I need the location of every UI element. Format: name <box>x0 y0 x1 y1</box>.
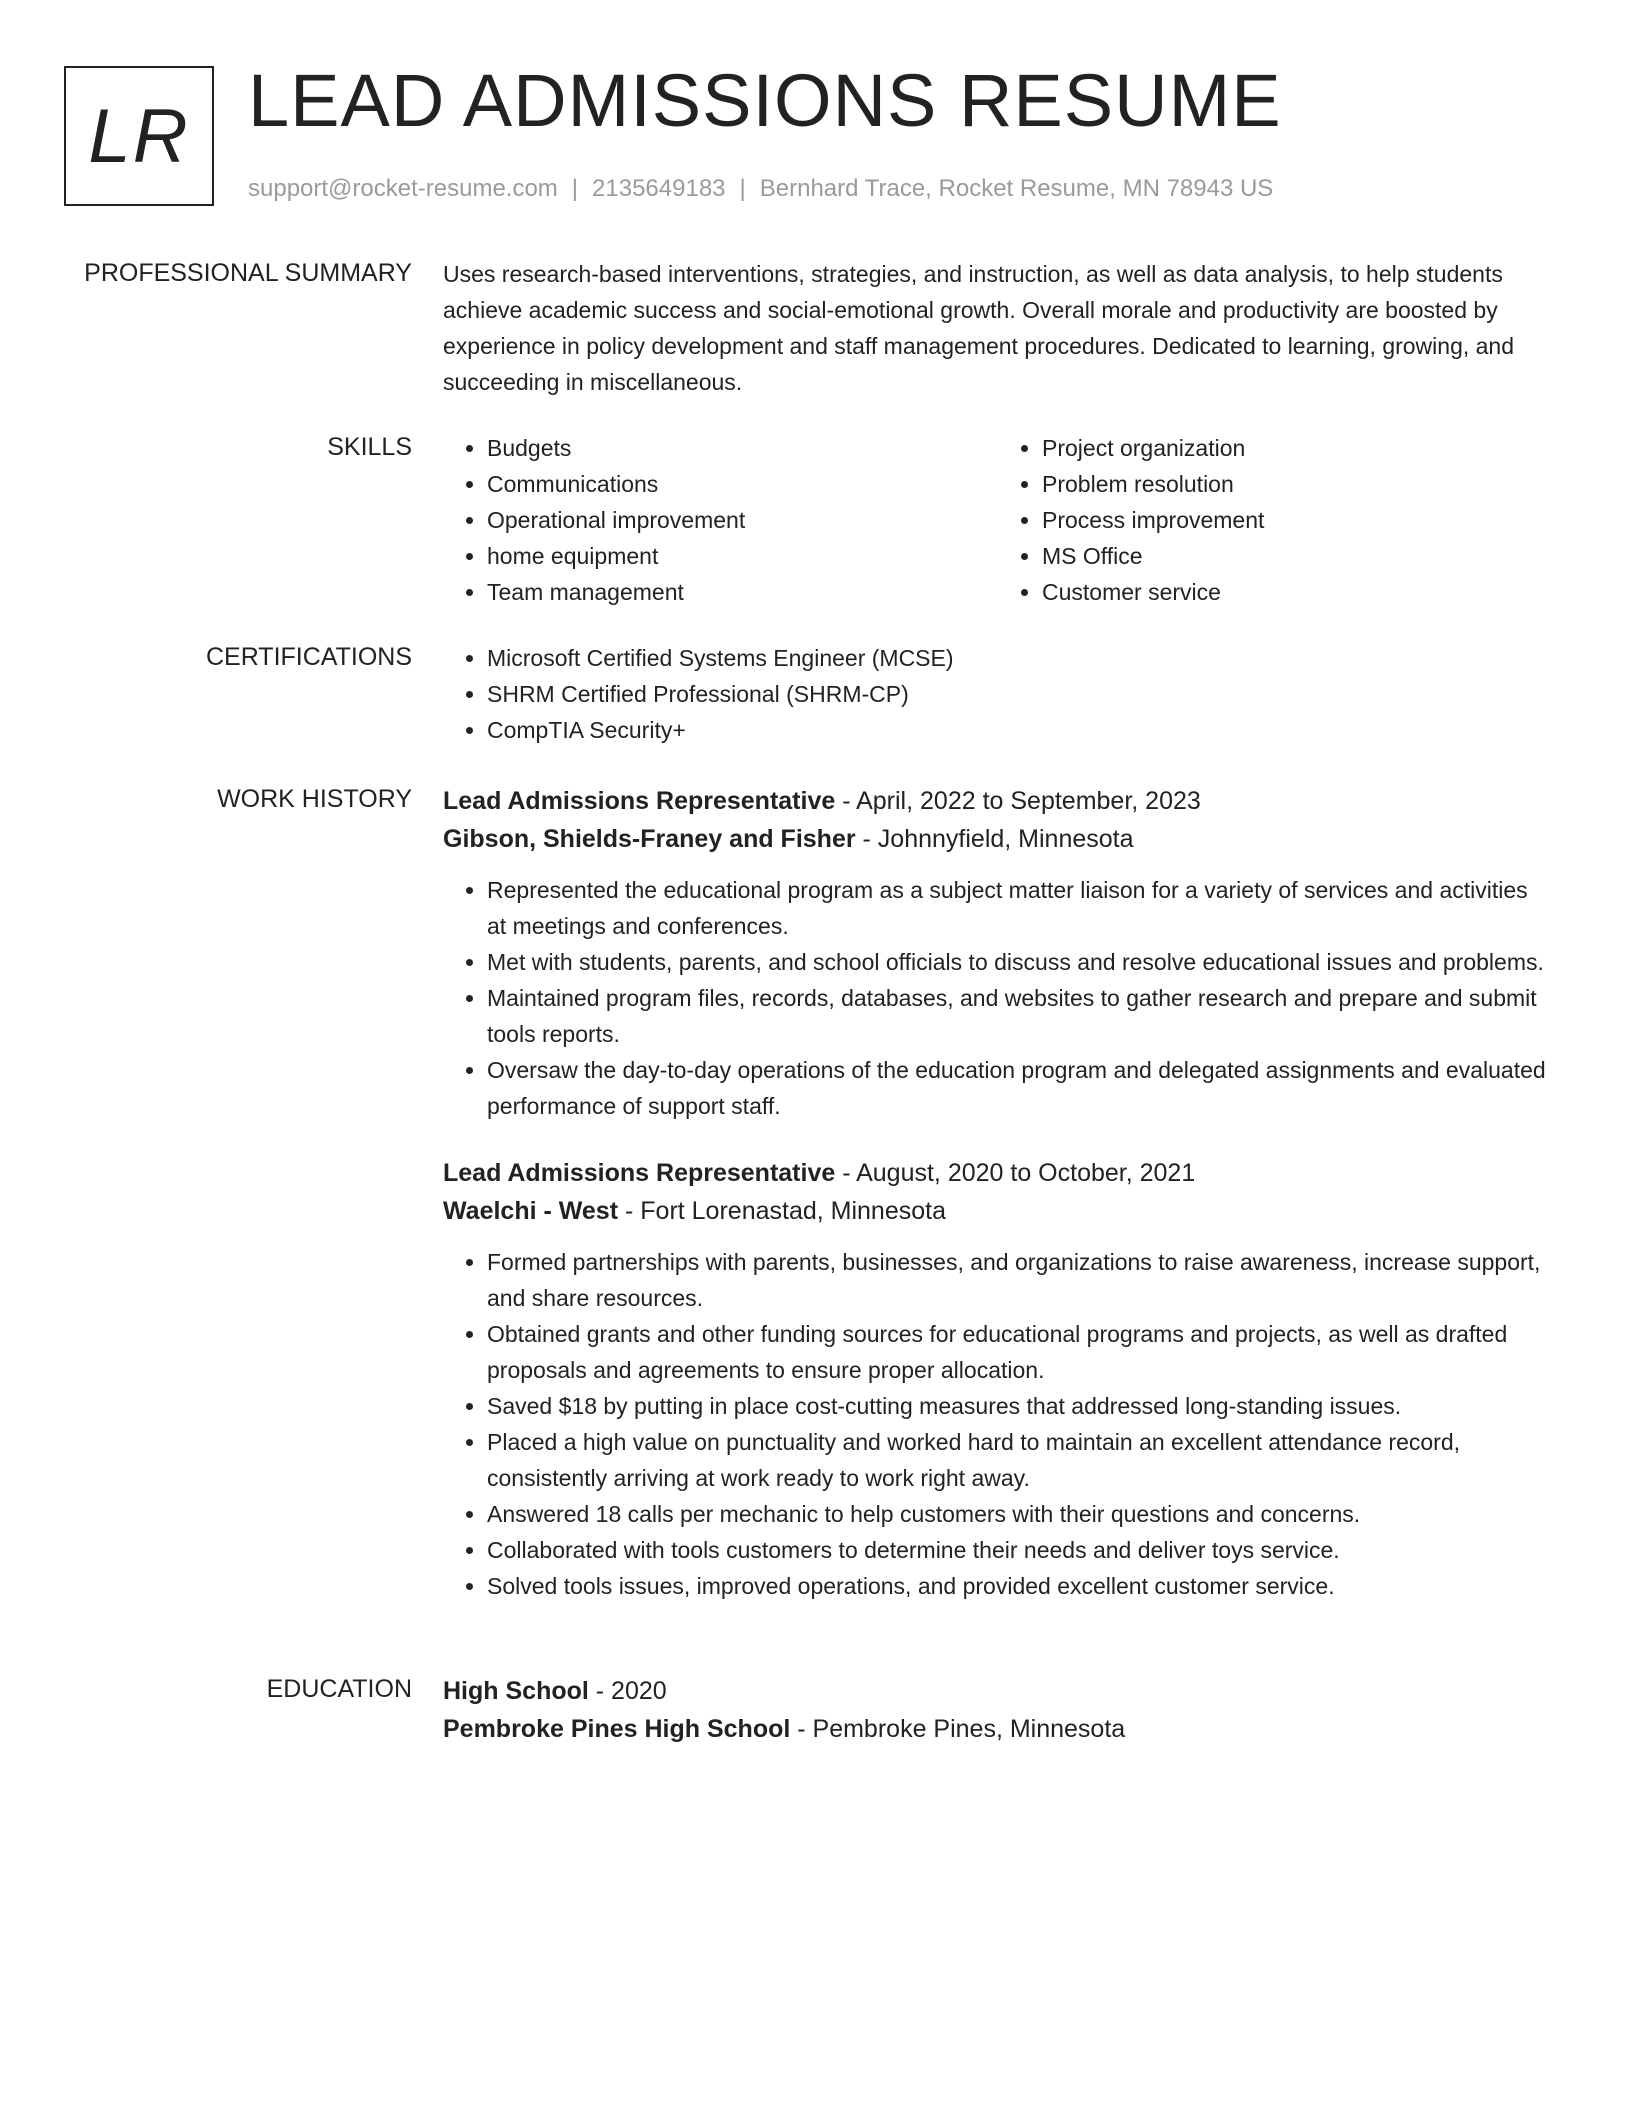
job-bullets <box>443 872 1553 1124</box>
certifications-list <box>443 640 1553 748</box>
skill-item: • Budgets <box>487 430 998 466</box>
skill-item: • Communications <box>487 466 998 502</box>
job-title: Lead Admissions Representative <box>443 787 836 815</box>
contact-separator: | <box>739 175 746 202</box>
contact-email: support@rocket-resume.com <box>248 175 558 202</box>
skill-item: • Problem resolution <box>1042 466 1553 502</box>
job-bullet: • Maintained program files, records, databases, and websites to gather research and prepare and submit tools reports. <box>487 980 1553 1052</box>
job-location: - Johnnyfield, Minnesota <box>855 825 1134 853</box>
job-title-line <box>443 782 1553 820</box>
certification-item: • CompTIA Security+ <box>487 712 1553 748</box>
job-bullet: • Collaborated with tools customers to determine their needs and deliver toys service. <box>487 1532 1553 1568</box>
education-year: - 2020 <box>588 1677 667 1705</box>
job-bullet: • Formed partnerships with parents, businesses, and organizations to raise awareness, increase support, and share resources. <box>487 1244 1553 1316</box>
job-dates: - April, 2022 to September, 2023 <box>835 787 1201 815</box>
job-bullets <box>443 1244 1553 1604</box>
contact-line <box>248 174 1273 204</box>
job-bullet: • Saved $18 by putting in place cost-cutting measures that addressed long-standing issues. <box>487 1388 1553 1424</box>
skill-item: • Process improvement <box>1042 502 1553 538</box>
certification-item: • SHRM Certified Professional (SHRM-CP) <box>487 676 1553 712</box>
education-degree: High School <box>443 1677 589 1705</box>
skill-item: • Operational improvement <box>487 502 998 538</box>
job-bullet: • Solved tools issues, improved operations, and provided excellent customer service. <box>487 1568 1553 1604</box>
section-label-skills: SKILLS <box>327 433 412 461</box>
skill-item: • Customer service <box>1042 574 1553 610</box>
skill-item: • Team management <box>487 574 998 610</box>
section-label-work-history: WORK HISTORY <box>217 785 412 813</box>
job-bullet: • Placed a high value on punctuality and worked hard to maintain an excellent attendance record, consistently arriving at work ready to work right away. <box>487 1424 1553 1496</box>
job-dates: - August, 2020 to October, 2021 <box>835 1159 1196 1187</box>
job-company-line <box>443 820 1553 858</box>
job-title-line <box>443 1154 1553 1192</box>
job-bullet: • Met with students, parents, and school officials to discuss and resolve educational issues and problems. <box>487 944 1553 980</box>
job-company: Gibson, Shields-Franey and Fisher <box>443 825 856 853</box>
job-location: - Fort Lorenastad, Minnesota <box>618 1197 946 1225</box>
section-label-certifications: CERTIFICATIONS <box>205 643 412 671</box>
job-entry <box>443 1154 1553 1604</box>
job-title: Lead Admissions Representative <box>443 1159 836 1187</box>
monogram-initials: LR <box>88 93 190 179</box>
education-school-line <box>443 1710 1553 1748</box>
job-bullet: • Obtained grants and other funding sources for educational programs and projects, as well as drafted proposals and agreements to ensure proper allocation. <box>487 1316 1553 1388</box>
section-label-summary: PROFESSIONAL SUMMARY <box>84 259 412 287</box>
contact-address: Bernhard Trace, Rocket Resume, MN 78943 US <box>759 175 1274 202</box>
education-school: Pembroke Pines High School <box>443 1715 791 1743</box>
job-bullet: • Represented the educational program as a subject matter liaison for a variety of services and activities at meetings and conferences. <box>487 872 1553 944</box>
job-bullet: • Answered 18 calls per mechanic to help customers with their questions and concerns. <box>487 1496 1553 1532</box>
skill-item: • home equipment <box>487 538 998 574</box>
skills-list-right <box>998 430 1553 610</box>
section-label-education: EDUCATION <box>266 1675 412 1703</box>
resume-title: LEAD ADMISSIONS RESUME <box>248 59 1282 142</box>
skills-list-left <box>443 430 998 610</box>
job-entry <box>443 782 1553 1124</box>
contact-separator: | <box>571 175 579 202</box>
job-company-line <box>443 1192 1553 1230</box>
summary-text: Uses research-based interventions, strategies, and instruction, as well as data analysis, to help students achieve academic success and social-emotional growth. Overall morale and productivity are boosted by experience in policy development and staff management procedures. Dedicated to learning, growing, and succeeding in miscellaneous. <box>443 261 1515 395</box>
education-location: - Pembroke Pines, Minnesota <box>790 1715 1126 1743</box>
job-bullet: • Oversaw the day-to-day operations of the education program and delegated assignments and evaluated performance of support staff. <box>487 1052 1553 1124</box>
job-company: Waelchi - West <box>443 1197 619 1225</box>
education-degree-line <box>443 1672 1553 1710</box>
monogram-box <box>64 66 214 206</box>
certification-item: • Microsoft Certified Systems Engineer (MCSE) <box>487 640 1553 676</box>
skill-item: • MS Office <box>1042 538 1553 574</box>
skill-item: • Project organization <box>1042 430 1553 466</box>
contact-phone: 2135649183 <box>592 175 726 202</box>
